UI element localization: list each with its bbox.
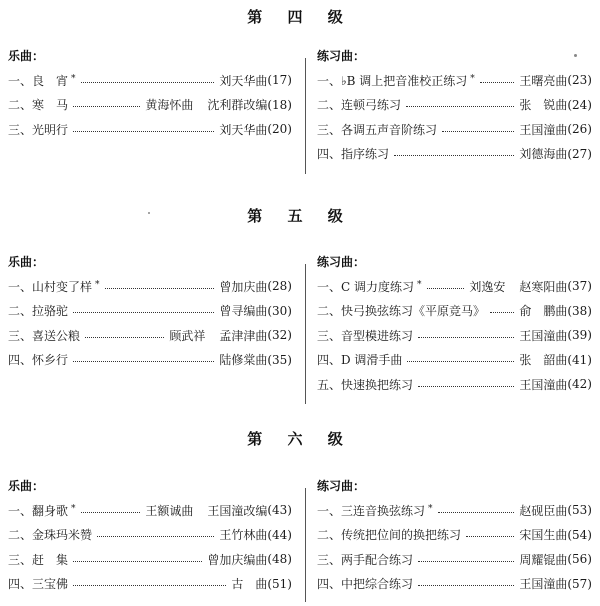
dot-leader	[73, 561, 202, 562]
section-heading: 练习曲：	[317, 49, 366, 63]
dot-leader	[438, 512, 515, 513]
dot-leader	[418, 337, 514, 338]
entry-credit: 周耀锟曲	[519, 552, 568, 567]
entry-credit: 王国潼曲	[519, 328, 568, 343]
entry-title: 四、怀乡行	[8, 353, 69, 368]
dot-leader	[73, 585, 226, 586]
page-number: (41)	[567, 352, 592, 367]
entry-title: 一、三连音换弦练习	[317, 503, 426, 518]
section-heading: 练习曲：	[317, 479, 366, 493]
toc-entry[interactable]	[317, 117, 592, 142]
entry-title: 三、光明行	[8, 122, 69, 137]
grade-5-title: 第 五 级	[247, 207, 353, 225]
grade-4-title: 第 四 级	[247, 8, 353, 26]
page-number: (20)	[267, 122, 292, 137]
entry-credit: 王国潼曲	[519, 377, 568, 392]
toc-entry[interactable]	[317, 323, 592, 348]
dot-leader	[73, 106, 140, 107]
entry-credit: 赵砚臣曲	[519, 503, 568, 518]
toc-entry[interactable]	[317, 274, 592, 299]
page-number: (57)	[567, 576, 592, 591]
entry-title: 三、各调五声音阶练习	[317, 122, 438, 137]
toc-entry[interactable]	[8, 572, 292, 597]
toc-entry[interactable]	[8, 68, 292, 93]
star-mark: *	[71, 74, 76, 85]
entry-title: 四、三宝佛	[8, 577, 69, 592]
entry-credit: 顾武祥	[169, 328, 206, 343]
page-number: (24)	[567, 97, 592, 112]
page-number: (48)	[267, 552, 292, 567]
page-number: (51)	[267, 576, 292, 591]
grade-5-music	[8, 250, 292, 372]
page-number: (35)	[267, 352, 292, 367]
toc-entry[interactable]	[8, 274, 292, 299]
entry-title: 二、拉骆驼	[8, 304, 69, 319]
toc-entry[interactable]	[8, 498, 292, 523]
section-heading: 练习曲：	[317, 255, 366, 269]
page-number: (43)	[267, 503, 292, 518]
entry-credit: 曾加庆曲	[219, 279, 268, 294]
entry-credit: 张 锐曲	[519, 98, 568, 113]
column-divider	[305, 58, 306, 174]
entry-title: 四、D 调滑手曲	[317, 353, 403, 368]
page-number: (53)	[567, 503, 592, 518]
entry-credit: 刘天华曲	[219, 73, 268, 88]
dot-leader	[85, 337, 164, 338]
entry-credit: 俞 鹏曲	[519, 304, 568, 319]
grade-6-music	[8, 474, 292, 596]
entry-credit-2: 王国潼改编	[207, 503, 268, 518]
page-number: (27)	[567, 146, 592, 161]
entry-credit: 曾加庆编曲	[207, 552, 268, 567]
entry-title: 三、喜送公粮	[8, 328, 81, 343]
toc-entry[interactable]	[8, 348, 292, 373]
entry-title: 二、快弓换弦练习《平原竞马》	[317, 304, 486, 319]
section-heading: 乐曲：	[8, 255, 45, 269]
dot-leader	[394, 155, 514, 156]
entry-credit: 刘逸安	[469, 279, 506, 294]
page-number: (26)	[567, 122, 592, 137]
toc-entry[interactable]	[317, 299, 592, 324]
entry-credit: 王曙亮曲	[519, 73, 568, 88]
entry-title: 二、传统把位间的换把练习	[317, 528, 462, 543]
dot-leader	[407, 361, 514, 362]
page-number: (38)	[567, 303, 592, 318]
dot-leader	[81, 512, 141, 513]
entry-title: 五、快速换把练习	[317, 377, 414, 392]
star-mark: *	[95, 280, 100, 291]
entry-credit: 王额诚曲	[145, 503, 194, 518]
dot-leader	[466, 536, 514, 537]
toc-entry[interactable]	[8, 117, 292, 142]
entry-title: 三、音型模进练习	[317, 328, 414, 343]
toc-entry[interactable]	[317, 142, 592, 167]
dot-leader	[480, 82, 515, 83]
grade-4-etude	[317, 44, 592, 166]
entry-title: 一、C 调力度练习	[317, 279, 414, 294]
entry-title: 一、良 宵	[8, 73, 69, 88]
toc-entry[interactable]	[317, 348, 592, 373]
dot-leader	[418, 585, 514, 586]
toc-entry[interactable]	[8, 523, 292, 548]
scan-speck	[574, 54, 577, 57]
scan-speck	[148, 212, 150, 214]
dot-leader	[97, 536, 214, 537]
entry-title: 四、指序练习	[317, 147, 390, 162]
dot-leader	[442, 131, 514, 132]
grade-6-title: 第 六 级	[247, 430, 353, 448]
grade-6-etude	[317, 474, 592, 596]
entry-title: 一、翻身歌	[8, 503, 69, 518]
section-heading: 乐曲：	[8, 49, 45, 63]
page-number: (18)	[267, 97, 292, 112]
entry-credit: 刘德海曲	[519, 147, 568, 162]
star-mark: *	[71, 504, 76, 515]
toc-entry[interactable]	[317, 572, 592, 597]
toc-entry[interactable]	[317, 523, 592, 548]
page-number: (44)	[267, 527, 292, 542]
entry-title: 四、中把综合练习	[317, 577, 414, 592]
page-number: (32)	[267, 328, 292, 343]
toc-entry[interactable]	[8, 547, 292, 572]
page-number: (28)	[267, 279, 292, 294]
entry-title: 二、连顿弓练习	[317, 98, 402, 113]
dot-leader	[73, 361, 214, 362]
toc-entry[interactable]	[8, 299, 292, 324]
grade-5-etude	[317, 250, 592, 397]
toc-entry[interactable]	[8, 323, 292, 348]
column-divider	[305, 488, 306, 602]
page-number: (30)	[267, 303, 292, 318]
section-heading: 乐曲：	[8, 479, 45, 493]
entry-credit: 王国潼曲	[519, 122, 568, 137]
star-mark: *	[428, 504, 433, 515]
entry-credit: 曾寻编曲	[219, 304, 268, 319]
grade-4-music	[8, 44, 292, 142]
toc-entry[interactable]	[8, 93, 292, 118]
page-number: (17)	[267, 73, 292, 88]
dot-leader	[73, 312, 214, 313]
page-number: (42)	[567, 377, 592, 392]
toc-entry[interactable]	[317, 372, 592, 397]
entry-credit: 宋国生曲	[519, 528, 568, 543]
toc-entry[interactable]	[317, 547, 592, 572]
dot-leader	[490, 312, 514, 313]
dot-leader	[418, 386, 514, 387]
page-number: (37)	[567, 279, 592, 294]
page-number: (39)	[567, 328, 592, 343]
entry-credit: 黄海怀曲	[145, 98, 194, 113]
entry-title: 二、寒 马	[8, 98, 69, 113]
entry-credit: 王竹林曲	[219, 528, 268, 543]
dot-leader	[406, 106, 514, 107]
entry-credit: 古 曲	[231, 577, 268, 592]
entry-credit: 张 韶曲	[519, 353, 568, 368]
entry-credit-2: 孟津津曲	[219, 328, 268, 343]
toc-entry[interactable]	[317, 498, 592, 523]
entry-title: 三、两手配合练习	[317, 552, 414, 567]
column-divider	[305, 264, 306, 404]
entry-credit-2: 赵寒阳曲	[519, 279, 568, 294]
star-mark: *	[417, 280, 422, 291]
dot-leader	[427, 288, 465, 289]
dot-leader	[81, 82, 215, 83]
star-mark: *	[470, 74, 475, 85]
dot-leader	[105, 288, 215, 289]
entry-title: 三、赶 集	[8, 552, 69, 567]
entry-credit: 陆修棠曲	[219, 353, 268, 368]
toc-entry[interactable]	[317, 93, 592, 118]
entry-title: 一、♭B 调上把音准校正练习	[317, 73, 468, 88]
page-number: (23)	[567, 73, 592, 88]
page-number: (54)	[567, 527, 592, 542]
entry-credit: 王国潼曲	[519, 577, 568, 592]
page-number: (56)	[567, 552, 592, 567]
dot-leader	[418, 561, 514, 562]
entry-credit: 刘天华曲	[219, 122, 268, 137]
entry-title: 一、山村变了样	[8, 279, 93, 294]
entry-credit-2: 沈利群改编	[207, 98, 268, 113]
entry-title: 二、金珠玛米赞	[8, 528, 93, 543]
toc-entry[interactable]	[317, 68, 592, 93]
dot-leader	[73, 131, 214, 132]
